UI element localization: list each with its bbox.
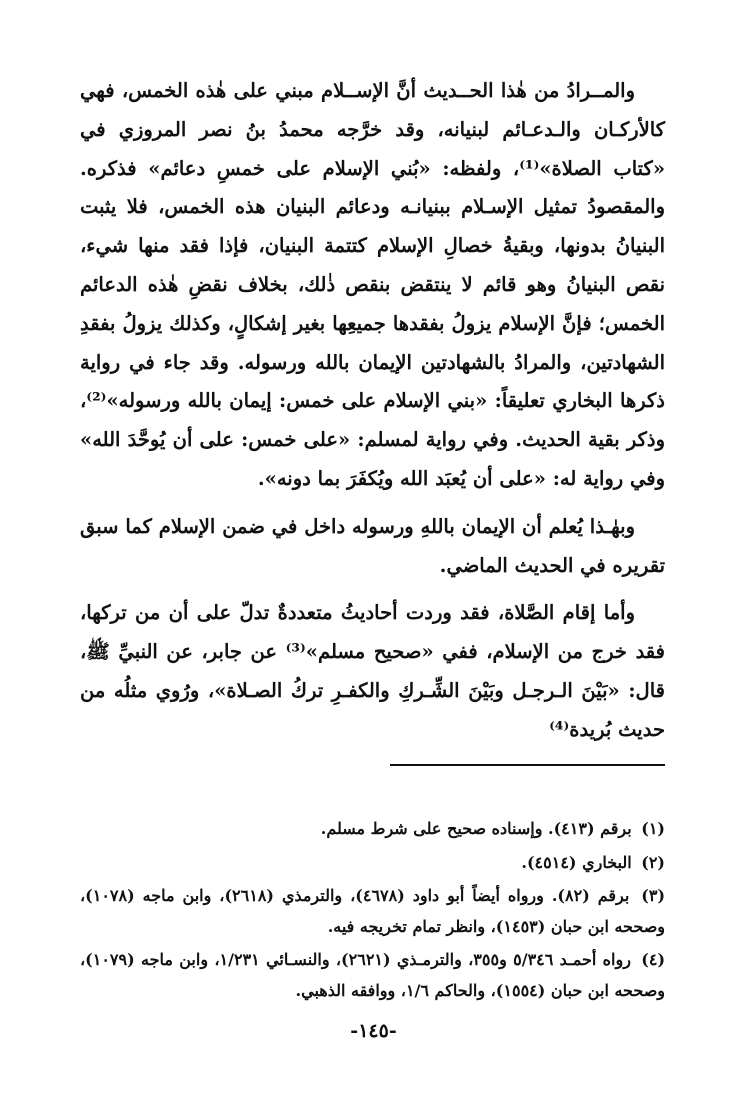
page-number: -١٤٥- — [350, 1020, 397, 1042]
footnote — [80, 881, 665, 942]
footnote — [80, 945, 665, 1006]
footnote-divider — [390, 764, 665, 766]
footnote-text: برقم (٤١٣). وإسناده صحيح على شرط مسلم. — [320, 819, 632, 838]
footnote — [80, 848, 665, 879]
footnote-text: رواه أحمـد ٥/٣٤٦ و٣٥٥، والترمـذي (٢٦٢١)، والنسـائي ١/٢٣١، وابن ماجه (١٠٧٩)، وصححه ابن حبان (١٥٥٤)، والحاكم ١/٦، ووافقه الذهبي. — [80, 950, 665, 1000]
footnote-number: (١) — [641, 819, 665, 838]
body-paragraph: وبهٰـذا يُعلم أن الإيمان باللهِ ورسوله داخل في ضمن الإسلام كما سبق تقريره في الحديث الماضي. — [80, 514, 665, 577]
footnote-text: برقم (٨٢). ورواه أيضاً أبو داود (٤٦٧٨)، والترمذي (٢٦١٨)، وابن ماجه (١٠٧٨)، وصححه ابن حبان (١٤٥٣)، وانظر تمام تخريجه فيه. — [80, 886, 665, 936]
footnote-number: (٣) — [641, 886, 666, 905]
footnote — [80, 814, 665, 845]
footnote-number: (٤) — [641, 950, 666, 969]
footnote-number: (٢) — [641, 852, 665, 872]
footnote-text: البخاري (٤٥١٤). — [521, 852, 632, 872]
body-paragraph: والمــرادُ من هٰذا الحــديث أنَّ الإســلام مبني على هٰذه الخمس، فهي كالأركـان والـدعـائم لبنيانه، وقد خرَّجه محمدُ بنُ نصر المروزي في «كتاب الصلاة»⁽¹⁾، ولفظه: «بُني الإسلام على خمسِ دعائم» فذكره. والمقصودُ تمثيل الإسـلام ببنيانـه ودعائم البنيان هذه الخمس، فلا يثبت البنيانُ بدونها، وبقيةُ خصالِ الإسلام كتتمة البنيان، فإذا فقد منها شيء، نقص البنيانُ وهو قائم لا ينتقض بنقص ذٰلك، بخلاف نقضِ هٰذه الدعائم الخمس؛ فإنَّ الإسلام يزولُ بفقدها جميعِها بغير إشكالٍ، وكذلك يزولُ بفقدِ الشهادتين، والمرادُ بالشهادتين الإيمان بالله ورسوله. وقد جاء في رواية ذكرها البخاري تعليقاً: «بني الإسلام على خمس: إيمان بالله ورسوله»⁽²⁾، وذكر بقية الحديث. وفي رواية لمسلم: «على خمس: على أن يُوحَّدَ الله» وفي رواية له: «على أن يُعبَد الله ويُكفَرَ بما دونه». — [80, 79, 666, 490]
body-paragraph: وأما إقام الصَّلاة، فقد وردت أحاديثُ متعددةٌ تدلّ على أن من تركها، فقد خرج من الإسلام، ففي «صحيح مسلم»⁽³⁾ عن جابر، عن النبيِّ ﷺ، قال: «بَيْنَ الـرجـل وبَيْنَ الشِّـركِ والكفـرِ تركُ الصـلاة»، ورُوي مثلُه من حديث بُريدة⁽⁴⁾ — [80, 601, 665, 741]
footnotes — [80, 814, 665, 1009]
main-text — [80, 72, 665, 750]
